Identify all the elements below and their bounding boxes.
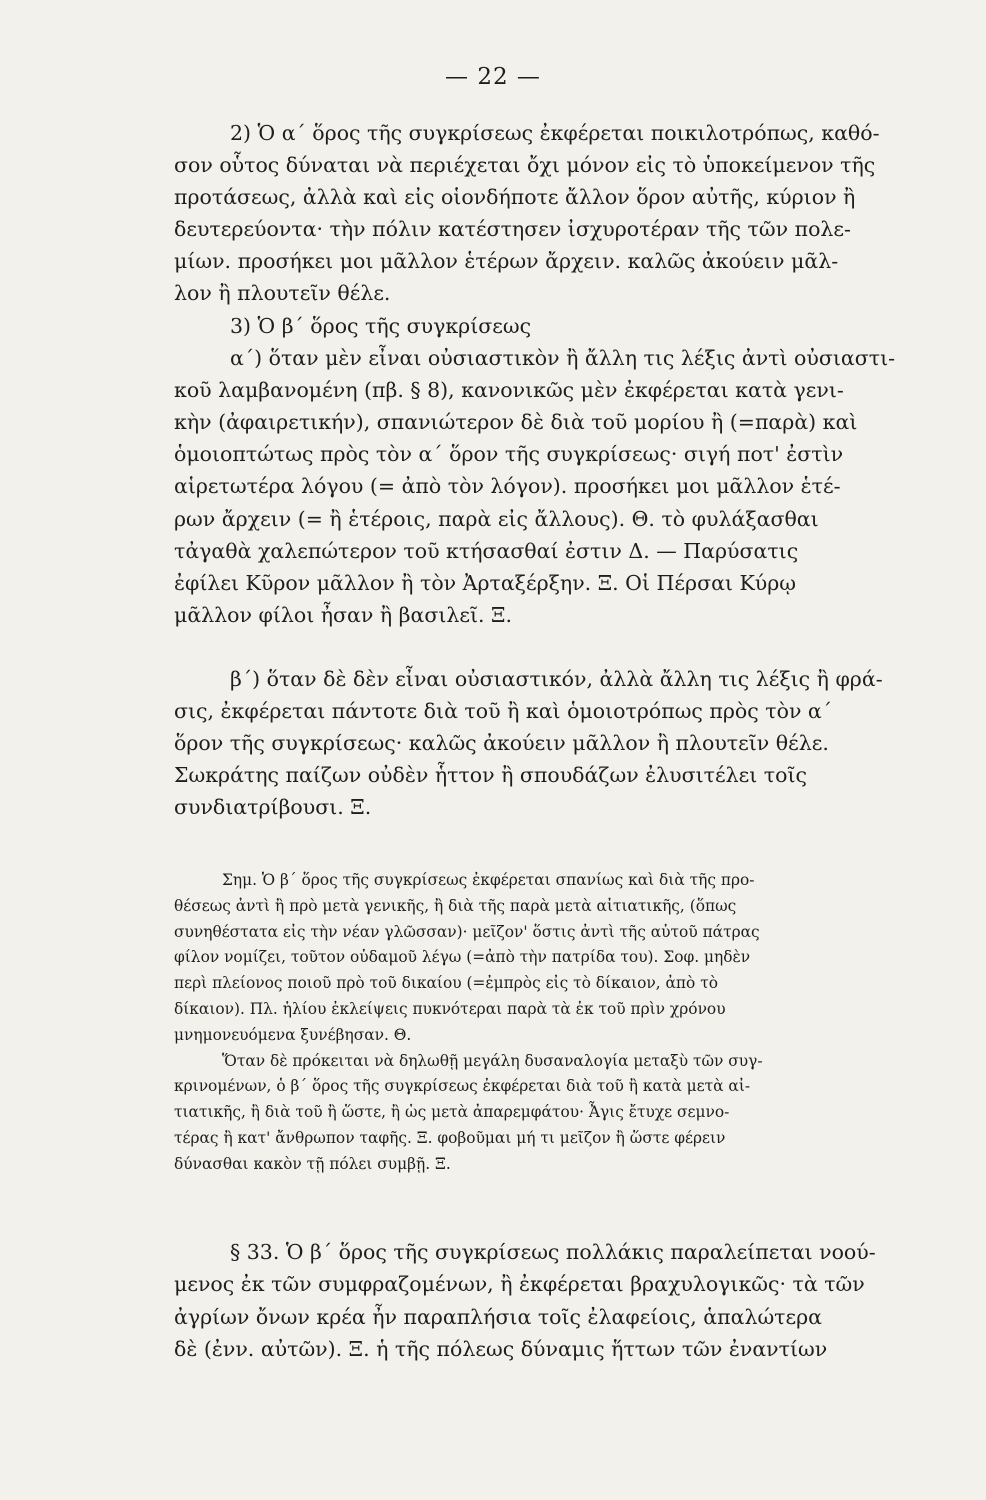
paragraph-2 [174, 117, 946, 310]
text-line: κὴν (ἀφαιρετικήν), σπανιώτερον δὲ διὰ τοῦ μορίου ἢ (=παρὰ) καὶ [174, 410, 858, 435]
text-line: ἀγρίων ὄνων κρέα ἦν παραπλήσια τοῖς ἐλαφείοις, ἁπαλώτερα [174, 1304, 823, 1329]
text-line: προτάσεως, ἀλλὰ καὶ εἰς οἱονδήποτε ἄλλον ὅρον αὐτῆς, κύριον ἢ [174, 185, 856, 210]
text-line: 3) Ὁ β΄ ὅρος τῆς συγκρίσεως [230, 314, 532, 338]
text-line: 2) Ὁ α΄ ὅρος τῆς συγκρίσεως ἐκφέρεται ποικιλοτρόπως, καθό- [230, 121, 880, 145]
text-line: μενος ἐκ τῶν συμφραζομένων, ἢ ἐκφέρεται βραχυλογικῶς· τὰ τῶν [174, 1272, 865, 1297]
text-line: Ὅταν δὲ πρόκειται νὰ δηλωθῇ μεγάλη δυσαναλογία μεταξὺ τῶν συγ- [222, 1051, 763, 1070]
paragraph-b [174, 663, 946, 823]
paragraph-3 [174, 310, 946, 631]
text-line: μίων. προσήκει μοι μᾶλλον ἑτέρων ἄρχειν. καλῶς ἀκούειν μᾶλ- [174, 249, 839, 274]
section-33 [174, 1236, 946, 1366]
text-line: τἀγαθὰ χαλεπώτερον τοῦ κτήσασθαί ἐστιν Δ. — Παρύσατις [174, 538, 799, 563]
text-line: θέσεως ἀντὶ ἢ πρὸ μετὰ γενικῆς, ἢ διὰ τῆς παρὰ μετὰ αἰτιατικῆς, (ὅπως [174, 896, 737, 915]
text-line: § 33. Ὁ β΄ ὅρος τῆς συγκρίσεως πολλάκις παραλείπεται νοού- [230, 1240, 876, 1264]
text-line: τέρας ἢ κατ' ἄνθρωπον ταφῆς. Ξ. φοβοῦμαι μή τι μεῖζον ἢ ὥστε φέρειν [174, 1128, 726, 1147]
text-line: δίκαιον). Πλ. ἡλίου ἐκλείψεις πυκνότεραι παρὰ τὰ ἐκ τοῦ πρὶν χρόνου [174, 999, 726, 1018]
text-line: σις, ἐκφέρεται πάντοτε διὰ τοῦ ἢ καὶ ὁμοιοτρόπως πρὸς τὸν α΄ [174, 699, 833, 724]
text-line: κοῦ λαμβανομένη (πβ. § 8), κανονικῶς μὲν ἐκφέρεται κατὰ γενι- [174, 378, 844, 403]
text-line: κρινομένων, ὁ β΄ ὅρος τῆς συγκρίσεως ἐκφέρεται διὰ τοῦ ἢ κατὰ μετὰ αἰ- [174, 1077, 751, 1096]
text-line: δὲ (ἐνν. αὐτῶν). Ξ. ἡ τῆς πόλεως δύναμις ἥττων τῶν ἐναντίων [174, 1337, 828, 1362]
text-line: α΄) ὅταν μὲν εἶναι οὐσιαστικὸν ἢ ἄλλη τις λέξις ἀντὶ οὐσιαστι- [230, 346, 896, 371]
text-line: ὅρον τῆς συγκρίσεως· καλῶς ἀκούειν μᾶλλον ἢ πλουτεῖν θέλε. [174, 731, 829, 756]
text-line: συνδιατρίβουσι. Ξ. [174, 795, 372, 820]
text-line: φίλον νομίζει, τοῦτον οὐδαμοῦ λέγω (=ἀπὸ τὴν πατρίδα του). Σοφ. μηδὲν [174, 948, 751, 967]
text-line: περὶ πλείονος ποιοῦ πρὸ τοῦ δικαίου (=ἐμπρὸς εἰς τὸ δίκαιον, ἀπὸ τὸ [174, 974, 718, 993]
note-block [174, 868, 946, 1178]
text-line: σον οὗτος δύναται νὰ περιέχεται ὄχι μόνον εἰς τὸ ὑποκείμενον τῆς [174, 153, 876, 178]
text-line: αἱρετωτέρα λόγου (= ἀπὸ τὸν λόγον). προσήκει μοι μᾶλλον ἑτέ- [174, 474, 841, 499]
text-line: μᾶλλον φίλοι ἦσαν ἢ βασιλεῖ. Ξ. [174, 602, 512, 627]
text-line: μνημονευόμενα ξυνέβησαν. Θ. [174, 1025, 412, 1044]
text-line: ἐφίλει Κῦρον μᾶλλον ἢ τὸν Ἀρταξέρξην. Ξ. Οἱ Πέρσαι Κύρῳ [174, 570, 797, 595]
text-line: Σωκράτης παίζων οὐδὲν ἧττον ἢ σπουδάζων ἐλυσιτέλει τοῖς [174, 763, 807, 788]
text-line: β΄) ὅταν δὲ δὲν εἶναι οὐσιαστικόν, ἀλλὰ ἄλλη τις λέξις ἢ φρά- [230, 667, 883, 691]
text-line: λον ἢ πλουτεῖν θέλε. [174, 281, 391, 306]
page-number: — 22 — [445, 64, 541, 90]
text-line: ρων ἄρχειν (= ἢ ἑτέροις, παρὰ εἰς ἄλλους). Θ. τὸ φυλάξασθαι [174, 506, 819, 531]
text-line: ὁμοιοπτώτως πρὸς τὸν α΄ ὅρον τῆς συγκρίσεως· σιγή ποτ' ἐστὶν [174, 442, 844, 467]
text-line: δευτερεύοντα· τὴν πόλιν κατέστησεν ἰσχυροτέραν τῆς τῶν πολε- [174, 217, 851, 242]
text-line: δύνασθαι κακὸν τῇ πόλει συμβῇ. Ξ. [174, 1154, 451, 1173]
text-line: τιατικῆς, ἢ διὰ τοῦ ἢ ὥστε, ἢ ὡς μετὰ ἀπαρεμφάτου· Ἆγις ἔτυχε σεμνο- [174, 1103, 730, 1122]
text-line: Σημ. Ὁ β΄ ὅρος τῆς συγκρίσεως ἐκφέρεται σπανίως καὶ διὰ τῆς προ- [222, 871, 755, 889]
text-line: συνηθέστατα εἰς τὴν νέαν γλῶσσαν)· μεῖζον' ὅστις ἀντὶ τῆς αὐτοῦ πάτρας [174, 922, 760, 941]
